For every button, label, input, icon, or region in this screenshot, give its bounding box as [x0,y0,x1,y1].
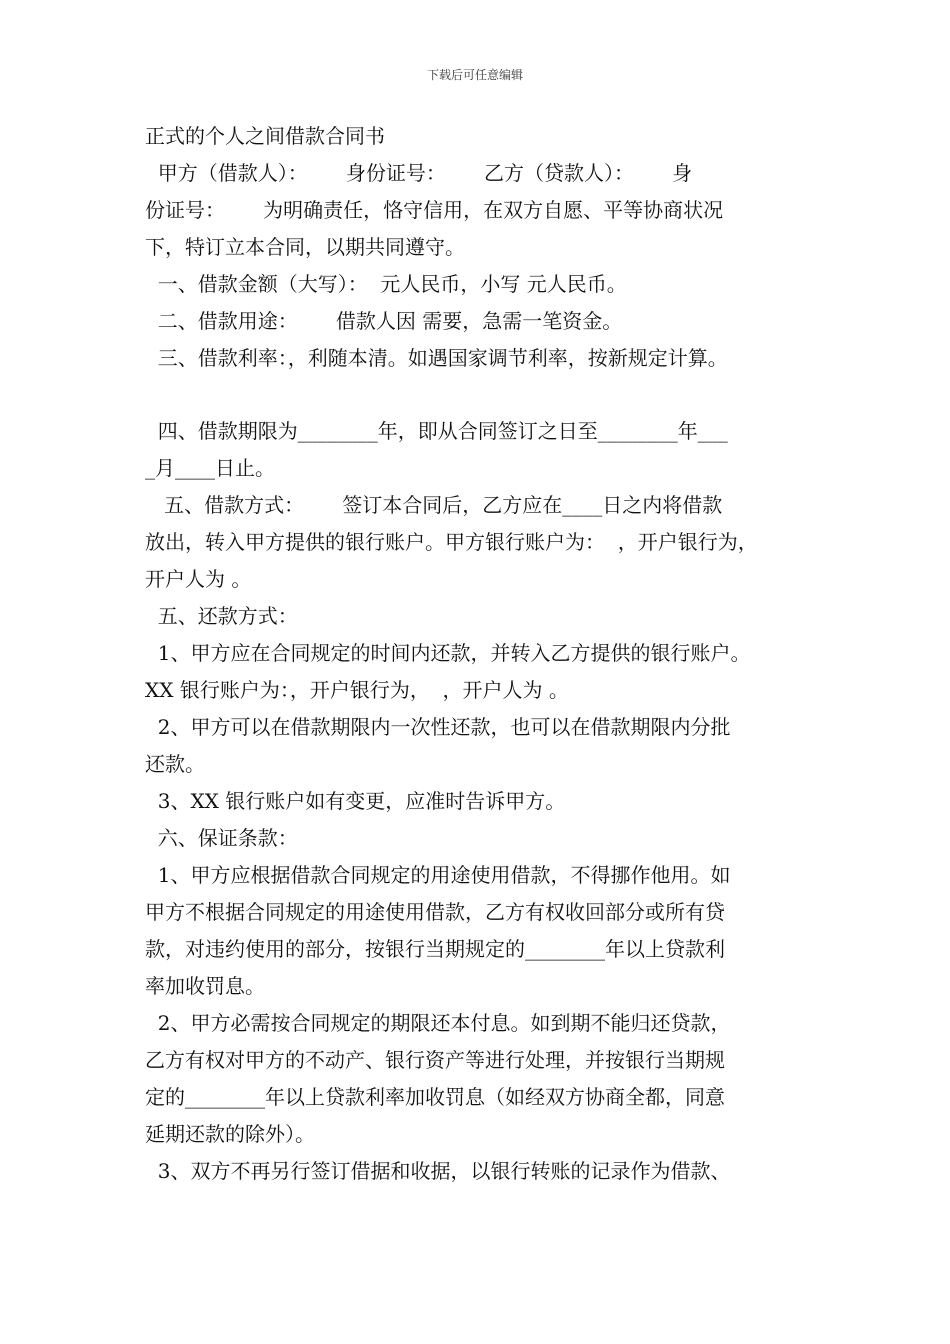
paragraph-line: 甲方不根据合同规定的用途使用借款，乙方有权收回部分或所有贷 [145,900,725,924]
paragraph-line: _月____日止。 [145,456,275,480]
paragraph-line: 3、双方不再另行签订借据和收据，以银行转账的记录作为借款、 [145,1159,731,1183]
paragraph-line: 1、甲方应根据借款合同规定的用途使用借款，不得挪作他用。如 [145,863,731,887]
paragraph-line: 1、甲方应在合同规定的时间内还款，并转入乙方提供的银行账户。 [145,641,751,665]
paragraph-line: 甲方（借款人）： 身份证号： 乙方（贷款人）： 身 [145,161,693,185]
paragraph-line: 下，特订立本合同，以期共同遵守。 [145,235,465,259]
paragraph-line: 二、借款用途： 借款人因 需要，急需一笔资金。 [145,309,623,333]
blank-line [145,377,825,413]
paragraph-line: 四、借款期限为________年，即从合同签订之日至________年___ [145,419,728,443]
contract-body [145,118,825,1190]
document-title: 正式的个人之间借款合同书 [145,124,385,148]
paragraph-line: 延期还款的除外）。 [145,1122,315,1146]
paragraph-line: 还款。 [145,752,205,776]
paragraph-line: 份证号： 为明确责任，恪守信用，在双方自愿、平等协商状况 [145,198,724,222]
paragraph-line: 五、还款方式： [145,604,298,628]
paragraph-line: 乙方有权对甲方的不动产、银行资产等进行处理，并按银行当期规 [145,1048,725,1072]
paragraph-line: 3、XX 银行账户如有变更，应准时告诉甲方。 [145,789,566,813]
paragraph-line: 定的________年以上贷款利率加收罚息（如经双方协商全都，同意 [145,1085,725,1109]
paragraph-line: 2、甲方必需按合同规定的期限还本付息。如到期不能归还贷款， [145,1011,731,1035]
paragraph-line: 率加收罚息。 [145,974,265,998]
paragraph-line: 放出，转入甲方提供的银行账户。甲方银行账户为： ，开户银行为， [145,530,758,554]
paragraph-line: 开户人为 。 [145,567,252,591]
paragraph-line: 一、借款金额（大写）： 元人民币，小写 元人民币。 [145,272,627,296]
paragraph-line: 三、借款利率：，利随本清。如遇国家调节利率，按新规定计算。 [145,346,728,370]
page-header-note: 下载后可任意编辑 [426,68,523,82]
paragraph-line: 六、保证条款： [145,826,298,850]
paragraph-line: 款，对违约使用的部分，按银行当期规定的________年以上贷款利 [145,937,725,961]
paragraph-line: XX 银行账户为：，开户银行为， ，开户人为 。 [145,678,569,702]
paragraph-line: 2、甲方可以在借款期限内一次性还款，也可以在借款期限内分批 [145,715,731,739]
paragraph-line: 五、借款方式： 签订本合同后，乙方应在____日之内将借款 [145,493,723,517]
